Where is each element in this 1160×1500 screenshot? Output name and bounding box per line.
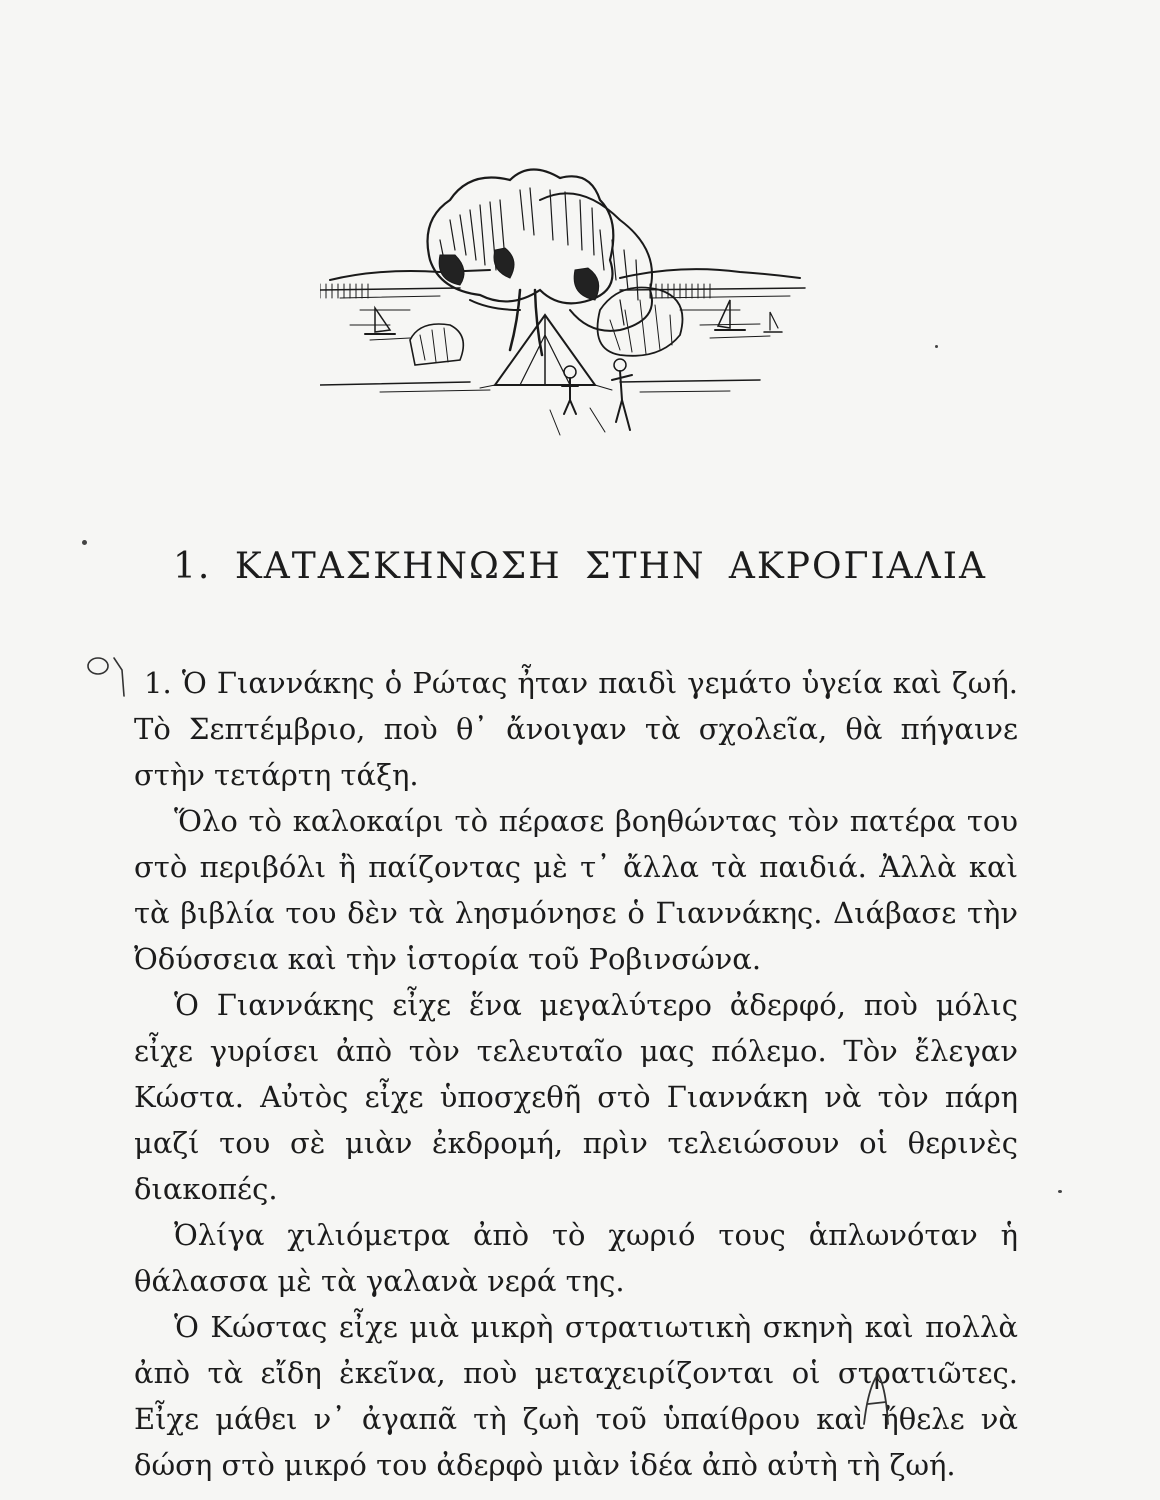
paragraph-2: Ὅλο τὸ καλοκαίρι τὸ πέρασε βοηθώντας τὸν πατέρα του στὸ περιβόλι ἢ παίζοντας μὲ τ᾽ ἄλλα τὰ παιδιά. Ἀλλὰ καὶ τὰ βιβλία του δὲν τὰ λησμόνησε ὁ Γιαννάκης. Διάβασε τὴν Ὀδύσσεια καὶ τὴν ἱστορία τοῦ Ροβινσώνα.: [134, 804, 1018, 976]
scan-speck: [935, 345, 938, 348]
chapter-title: 1. ΚΑΤΑΣΚΗΝΩΣΗ ΣΤΗΝ ΑΚΡΟΓΙΑΛΙΑ: [173, 546, 987, 587]
body-text: [134, 660, 1018, 1488]
paragraph-4: Ὀλίγα χιλιόμετρα ἀπὸ τὸ χωριό τους ἁπλωνόταν ἡ θάλασσα μὲ τὰ γαλανὰ νερά της.: [134, 1218, 1018, 1298]
camping-scene-icon: [320, 160, 810, 460]
paragraph-5: Ὁ Κώστας εἶχε μιὰ μικρὴ στρατιωτικὴ σκηνὴ καὶ πολλὰ ἀπὸ τὰ εἴδη ἐκεῖνα, ποὺ μεταχειρίζονται οἱ στρατιῶτες. Εἶχε μάθει ν᾽ ἀγαπᾶ τὴ ζωὴ τοῦ ὑπαίθρου καὶ ἤθελε νὰ δώση στὸ μικρό του ἀδερφὸ μιὰν ἰδέα ἀπὸ αὐτὴ τὴ ζωή.: [134, 1310, 1018, 1482]
paragraph-1: 1. Ὁ Γιαννάκης ὁ Ρώτας ἦταν παιδὶ γεμάτο ὑγεία καὶ ζωή. Τὸ Σεπτέμβριο, ποὺ θ᾽ ἄνοιγαν τὰ σχολεῖα, θὰ πήγαινε στὴν τετάρτη τάξη.: [134, 666, 1018, 792]
handwritten-end-mark: [858, 1368, 898, 1428]
scan-speck: [1058, 1190, 1062, 1193]
handwritten-margin-number: [80, 650, 140, 700]
paragraph-3: Ὁ Γιαννάκης εἶχε ἕνα μεγαλύτερο ἀδερφό, ποὺ μόλις εἶχε γυρίσει ἀπὸ τὸν τελευταῖο μας πόλεμο. Τὸν ἔλεγαν Κώστα. Αὐτὸς εἶχε ὑποσχεθῆ στὸ Γιαννάκη νὰ τὸν πάρη μαζί του σὲ μιὰν ἐκδρομή, πρὶν τελειώσουν οἱ θερινὲς διακοπές.: [134, 988, 1018, 1206]
scan-speck: [82, 540, 87, 545]
